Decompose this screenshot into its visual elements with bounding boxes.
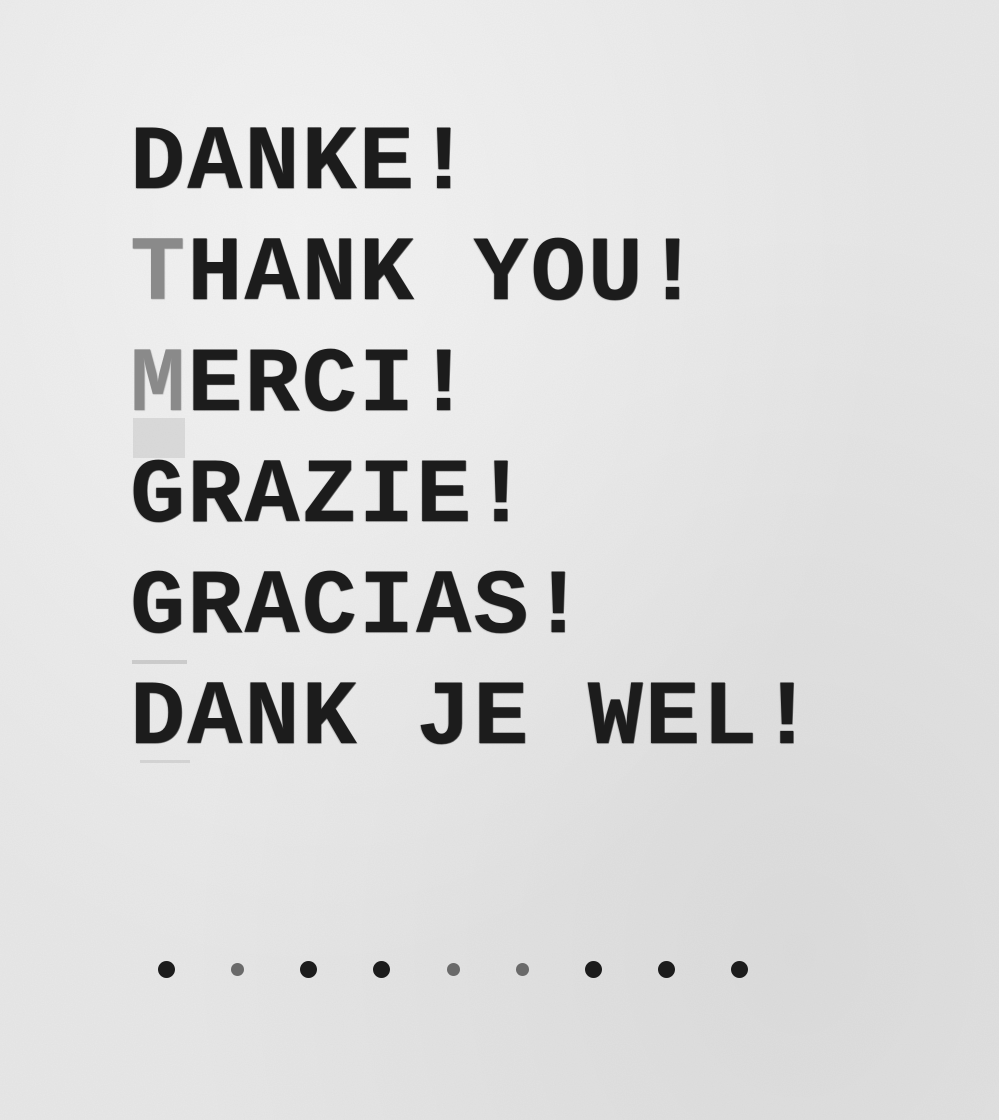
typed-line-gracias: GRACIAS! xyxy=(130,555,588,660)
typed-dot xyxy=(658,961,675,978)
typed-line-dank-je-wel: DANK JE WEL! xyxy=(130,666,817,771)
typed-dot xyxy=(231,963,244,976)
typed-line-grazie: GRAZIE! xyxy=(130,444,531,549)
typed-dot xyxy=(516,963,529,976)
typed-thank-you-list xyxy=(130,108,817,774)
typed-line-merci: MERCI! xyxy=(130,333,474,438)
typed-line-thank-you: THANK YOU! xyxy=(130,222,703,327)
typed-dot xyxy=(585,961,602,978)
faded-letter: T xyxy=(130,222,188,327)
faded-letter: M xyxy=(130,333,188,438)
typed-dot xyxy=(731,961,748,978)
typed-dot-row xyxy=(158,957,748,981)
typed-dot xyxy=(158,961,175,978)
typed-dot xyxy=(447,963,460,976)
typed-dot xyxy=(300,961,317,978)
typed-line-danke: DANKE! xyxy=(130,111,474,216)
typed-dot xyxy=(373,961,390,978)
